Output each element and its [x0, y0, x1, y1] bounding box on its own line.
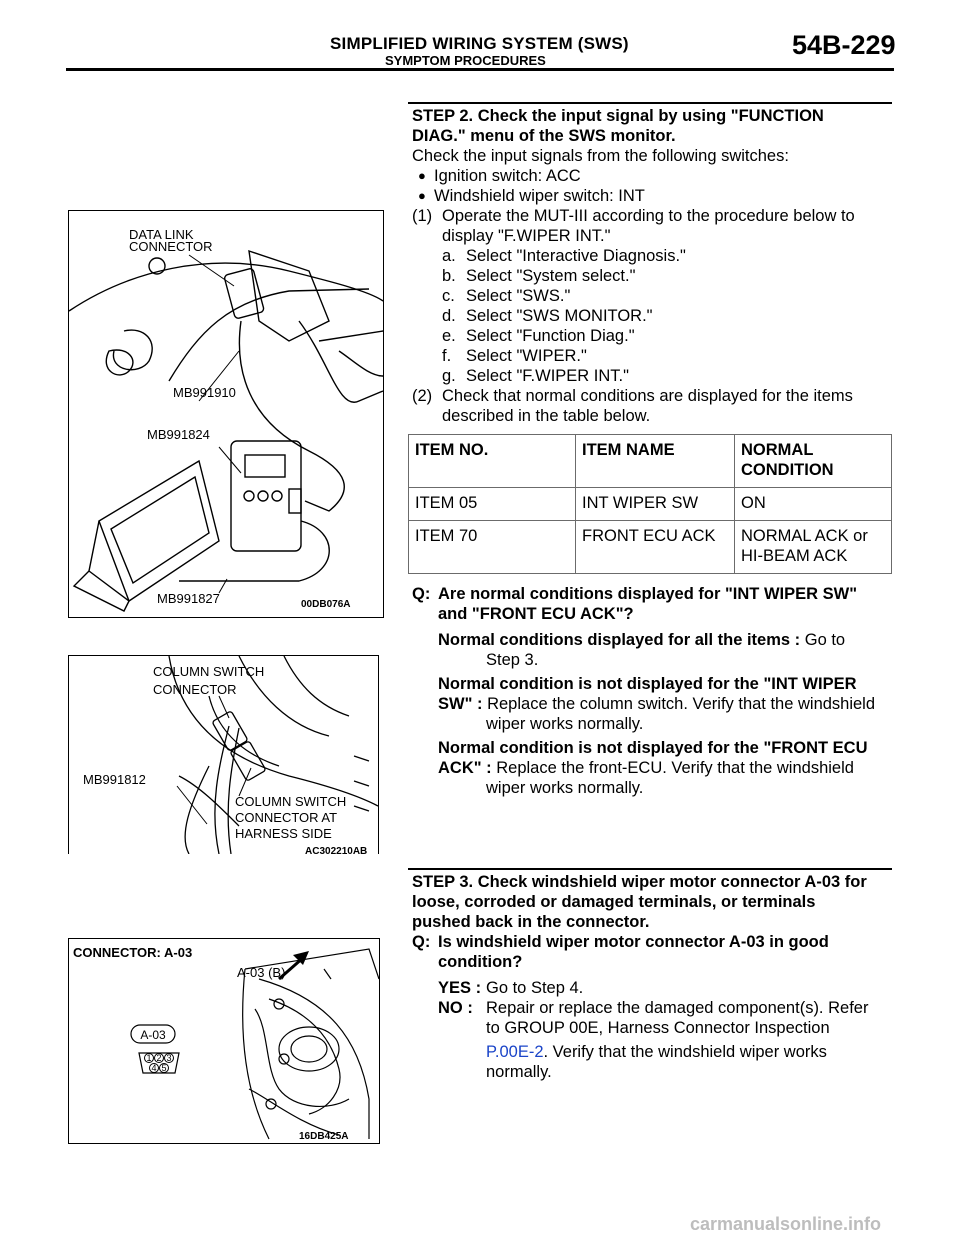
- fig2-label-harness: HARNESS SIDE: [235, 826, 332, 841]
- answer-text: wiper works normally.: [486, 779, 644, 797]
- step3-heading-3: pushed back in the connector.: [412, 913, 650, 931]
- step3-heading-1: STEP 3. Check windshield wiper motor connector A-03 for: [412, 873, 867, 891]
- page-number: 54B-229: [792, 30, 896, 60]
- answer-text: to GROUP 00E, Harness Connector Inspection: [486, 1019, 830, 1037]
- step2-block: [412, 106, 892, 426]
- pin-label: 3: [166, 1053, 172, 1063]
- table-header: ITEM NAME: [576, 435, 735, 488]
- answer-yes: [438, 978, 892, 998]
- step2-heading-2: DIAG." menu of the SWS monitor.: [412, 127, 676, 145]
- step2-rule: [408, 102, 892, 104]
- answer-text: wiper works normally.: [486, 715, 644, 733]
- fig1-code: 00DB076A: [301, 599, 351, 610]
- fig1-label-827: MB991827: [157, 591, 220, 606]
- fig2-label-harness: CONNECTOR AT: [235, 810, 338, 825]
- substep-text: Select "F.WIPER INT.": [466, 367, 629, 385]
- figure-column-switch: [68, 655, 379, 854]
- item2-number: (2): [412, 387, 433, 405]
- pin-label: 4: [151, 1063, 157, 1073]
- substep-letter: f.: [442, 347, 452, 365]
- item2-line2: described in the table below.: [442, 407, 651, 425]
- item1-line2: display "F.WIPER INT.": [442, 227, 611, 245]
- bullet-dot-icon: ●: [418, 168, 426, 183]
- answer-list: [412, 630, 892, 798]
- substep: [442, 266, 892, 286]
- bullet-item: [412, 186, 892, 206]
- question-line: and "FRONT ECU ACK"?: [438, 605, 634, 623]
- answer-label: Normal conditions displayed for all the items :: [438, 631, 801, 649]
- bullet-item: [412, 166, 892, 186]
- pin-label: 5: [161, 1063, 167, 1073]
- answer-label: Normal condition is not displayed for the "FRONT ECU: [438, 739, 868, 757]
- table-cell: ITEM 70: [409, 521, 576, 574]
- substep-letter: e.: [442, 327, 456, 345]
- step3-rule: [408, 868, 892, 870]
- substep: [442, 326, 892, 346]
- cell-text: NORMAL ACK or HI-BEAM ACK: [741, 527, 868, 565]
- item1-number: (1): [412, 207, 433, 225]
- bullet-text: Ignition switch: ACC: [434, 167, 581, 185]
- table-cell: [735, 521, 892, 574]
- substep-text: Select "Interactive Diagnosis.": [466, 247, 686, 265]
- substep: [442, 306, 892, 326]
- substep-text: Select "System select.": [466, 267, 636, 285]
- fig1-label-connector: DATA LINK: [129, 227, 194, 242]
- table-row: [409, 488, 892, 521]
- figure-1-drawing: [69, 211, 383, 617]
- footer-watermark: carmanualsonline.info: [690, 1214, 882, 1234]
- bullet-text: Windshield wiper switch: INT: [434, 187, 645, 205]
- header-text: NORMAL CONDITION: [741, 441, 834, 479]
- table-cell: FRONT ECU ACK: [576, 521, 735, 574]
- answer-text: Repair or replace the damaged component(s). Refer: [486, 999, 869, 1017]
- ref-link[interactable]: P.00E-2: [486, 1043, 544, 1061]
- step2-intro: Check the input signals from the following switches:: [412, 147, 789, 165]
- answer-label: ACK" :: [438, 759, 492, 777]
- header-rule: [66, 68, 894, 71]
- pin-label: 2: [156, 1053, 162, 1063]
- condition-table: [408, 434, 892, 574]
- bullet-dot-icon: ●: [418, 188, 426, 203]
- question-line: condition?: [438, 953, 523, 971]
- answer-text: Step 3.: [486, 651, 539, 669]
- answer-text: normally.: [486, 1063, 552, 1081]
- substep: [442, 366, 892, 386]
- substep-letter: d.: [442, 307, 456, 325]
- table-cell: INT WIPER SW: [576, 488, 735, 521]
- fig2-label-column: CONNECTOR: [153, 682, 237, 697]
- figure-2-drawing: [69, 656, 378, 854]
- substep: [442, 346, 892, 366]
- question-line: Is windshield wiper motor connector A-03 in good: [438, 933, 829, 951]
- pin-label: 1: [146, 1053, 152, 1063]
- fig2-label-column: COLUMN SWITCH: [153, 664, 265, 679]
- answer-label: NO :: [438, 999, 473, 1017]
- question-label: Q:: [412, 585, 431, 603]
- figure-3-drawing: [69, 939, 379, 1143]
- step3-question: [412, 932, 892, 972]
- fig1-label-connector: CONNECTOR: [129, 239, 213, 254]
- step2-question-block: [412, 584, 892, 798]
- substep-list: [412, 246, 892, 386]
- answer-text: . Verify that the windshield wiper works: [543, 1043, 827, 1061]
- fig3-code: 16DB425A: [299, 1131, 349, 1142]
- section-subtitle: SYMPTOM PROCEDURES: [385, 53, 546, 68]
- fig3-title: CONNECTOR: A-03: [73, 945, 193, 960]
- substep: [442, 246, 892, 266]
- table-header: ITEM NO.: [409, 435, 576, 488]
- table-cell: ON: [735, 488, 892, 521]
- fig2-label-812: MB991812: [83, 772, 146, 787]
- item2-line1: Check that normal conditions are displayed for the items: [442, 387, 853, 405]
- table-cell: ITEM 05: [409, 488, 576, 521]
- substep-letter: a.: [442, 247, 456, 265]
- step2-heading-1: STEP 2. Check the input signal by using "FUNCTION: [412, 107, 824, 125]
- answer-3: [438, 738, 892, 798]
- answer-label: Normal condition is not displayed for the "INT WIPER: [438, 675, 857, 693]
- answer-text: Go to Step 4.: [486, 979, 584, 997]
- table-header: [735, 435, 892, 488]
- fig2-label-harness: COLUMN SWITCH: [235, 794, 347, 809]
- answer-no: [438, 998, 892, 1082]
- item1-line1: Operate the MUT-III according to the procedure below to: [442, 207, 855, 225]
- substep-text: Select "Function Diag.": [466, 327, 635, 345]
- answer-1: [438, 630, 892, 670]
- table-row: [409, 521, 892, 574]
- figure-connector-a03: [68, 938, 380, 1144]
- step3-answers: [412, 978, 892, 1082]
- answer-text: Replace the column switch. Verify that the windshield: [487, 695, 876, 713]
- substep-text: Select "SWS MONITOR.": [466, 307, 653, 325]
- item1: [412, 206, 892, 246]
- answer-2: [438, 674, 892, 734]
- table-header-row: [409, 435, 892, 488]
- step2-question: [412, 584, 892, 624]
- substep-letter: b.: [442, 267, 456, 285]
- connector-plate-label: A-03: [140, 1028, 166, 1042]
- figure-data-link-connector: [68, 210, 384, 618]
- answer-text: Replace the front-ECU. Verify that the windshield: [496, 759, 854, 777]
- fig2-code: AC302210AB: [305, 846, 368, 854]
- answer-text: Go to: [804, 631, 846, 649]
- question-label: Q:: [412, 933, 431, 951]
- answer-label: SW" :: [438, 695, 483, 713]
- substep-text: Select "WIPER.": [466, 347, 587, 365]
- step3-heading-2: loose, corroded or damaged terminals, or terminals: [412, 893, 816, 911]
- fig1-label-824: MB991824: [147, 427, 210, 442]
- substep: [442, 286, 892, 306]
- substep-text: Select "SWS.": [466, 287, 571, 305]
- question-line: Are normal conditions displayed for "INT WIPER SW": [438, 585, 858, 603]
- step3-block: [412, 872, 892, 1082]
- fig3-label-connector: A-03 (B): [237, 965, 286, 980]
- substep-letter: g.: [442, 367, 456, 385]
- answer-label: YES :: [438, 979, 482, 997]
- item2: [412, 386, 892, 426]
- fig1-label-910: MB991910: [173, 385, 236, 400]
- section-title: SIMPLIFIED WIRING SYSTEM (SWS): [330, 34, 629, 53]
- substep-letter: c.: [442, 287, 455, 305]
